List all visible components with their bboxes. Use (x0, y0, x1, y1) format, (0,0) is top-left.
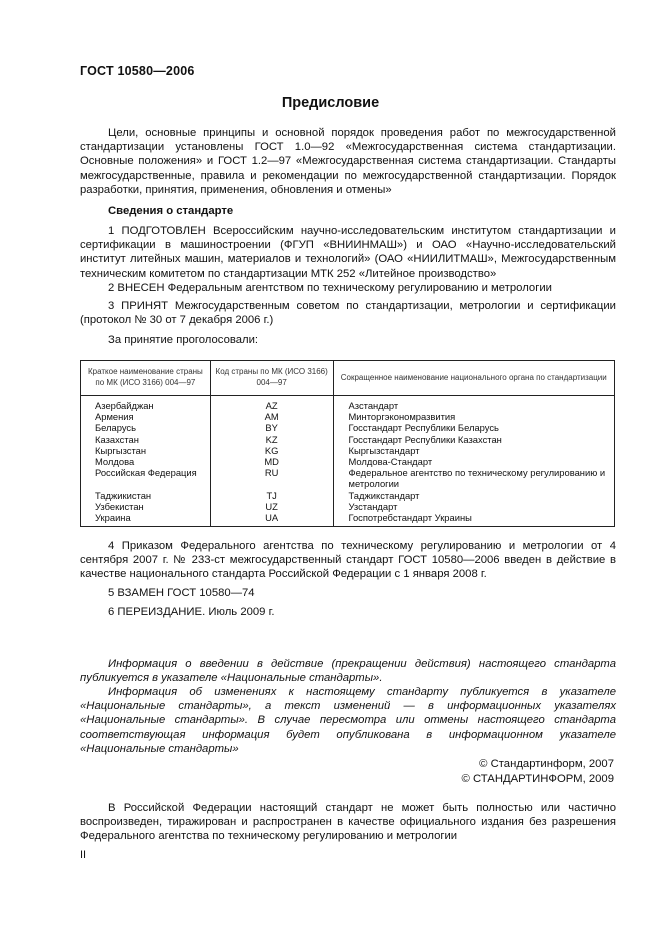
notice-introduction: Информация о введении в действие (прекращении действия) настоящего стандарта публикуется в указателе «Национальные стандарты». (80, 658, 616, 685)
item-1: 1 ПОДГОТОВЛЕН Всероссийским научно-исследовательским институтом стандартизации и сертификации в машиностроении (ФГУП «ВНИИНМАШ») и ОАО «Научно-исследовательский институт литейных машин, материалов и технологий» (ОАО «НИИЛИТМАШ», Межгосударственным техническим комитетом по стандартизации МТК 252 «Литейное производство» (80, 225, 616, 280)
table-row (81, 512, 615, 527)
table-header-country: Краткое наименование страны по МК (ИСО 3166) 004—97 (81, 361, 211, 396)
code-cell: RU (210, 467, 333, 489)
table-row (81, 490, 615, 501)
body-cell: Кыргызстандарт (333, 445, 615, 456)
country-cell: Российская Федерация (81, 467, 211, 489)
code-cell: KZ (210, 434, 333, 445)
body-cell: Госпотребстандарт Украины (333, 512, 615, 527)
code-cell: AM (210, 411, 333, 422)
page-title: Предисловие (281, 95, 380, 111)
item-6: 6 ПЕРЕИЗДАНИЕ. Июль 2009 г. (108, 606, 275, 618)
intro-paragraph: Цели, основные принципы и основной порядок проведения работ по межгосударственной стандартизации установлены ГОСТ 1.0—92 «Межгосударственная система стандартизации. Основные положения» и ГОСТ 1.2—97 «Межгосударственная система стандартизации. Стандарты межгосударственные, правила и рекомендации по межгосударственной стандартизации. Порядок разработки, принятия, применения, обновления и отмены» (80, 127, 616, 196)
page-number: II (80, 849, 87, 861)
body-cell: Минторгэкономразвития (333, 411, 615, 422)
code-cell: BY (210, 422, 333, 433)
country-cell: Азербайджан (81, 396, 211, 412)
country-cell: Армения (81, 411, 211, 422)
code-cell: TJ (210, 490, 333, 501)
body-cell: Госстандарт Республики Беларусь (333, 422, 615, 433)
code-cell: AZ (210, 396, 333, 412)
body-cell: Федеральное агентство по техническому регулированию и метрологии (333, 467, 615, 489)
country-cell: Кыргызстан (81, 445, 211, 456)
code-cell: UA (210, 512, 333, 527)
body-cell: Узстандарт (333, 501, 615, 512)
body-cell: Госстандарт Республики Казахстан (333, 434, 615, 445)
item-3: 3 ПРИНЯТ Межгосударственным советом по стандартизации, метрологии и сертификации (протокол № 30 от 7 декабря 2006 г.) (80, 300, 616, 327)
info-heading: Сведения о стандарте (108, 205, 234, 217)
table-row (81, 501, 615, 512)
table-header-body: Сокращенное наименование национального органа по стандартизации (333, 361, 615, 396)
table-row (81, 411, 615, 422)
table-header-row (81, 361, 615, 396)
table-header-code: Код страны по МК (ИСО 3166) 004—97 (210, 361, 333, 396)
item-2: 2 ВНЕСЕН Федеральным агентством по техническому регулированию и метрологии (108, 282, 552, 294)
table-row (81, 467, 615, 489)
document-header: ГОСТ 10580—2006 (80, 64, 195, 78)
table-row (81, 434, 615, 445)
table-row (81, 456, 615, 467)
voting-table (80, 360, 615, 527)
item-5: 5 ВЗАМЕН ГОСТ 10580—74 (108, 587, 255, 599)
notice-changes: Информация об изменениях к настоящему стандарту публикуется в указателе «Национальные стандарты», а текст изменений — в информационных указателях «Национальные стандарты». В случае пересмотра или отмены настоящего стандарта соответствующая информация будет опубликована в информационном указателе «Национальные стандарты» (80, 686, 616, 755)
country-cell: Беларусь (81, 422, 211, 433)
country-cell: Казахстан (81, 434, 211, 445)
voted-label: За принятие проголосовали: (108, 334, 259, 346)
body-cell: Азстандарт (333, 396, 615, 412)
item-4: 4 Приказом Федерального агентства по техническому регулированию и метрологии от 4 сентября 2007 г. № 233-ст межгосударственный стандарт ГОСТ 10580—2006 введен в действие в качестве национального стандарта Российской Федерации с 1 января 2008 г. (80, 540, 616, 581)
country-cell: Узбекистан (81, 501, 211, 512)
table-row (81, 445, 615, 456)
copyright-block (462, 757, 614, 786)
country-cell: Таджикистан (81, 490, 211, 501)
code-cell: KG (210, 445, 333, 456)
country-cell: Молдова (81, 456, 211, 467)
code-cell: UZ (210, 501, 333, 512)
copyright-2007: © Стандартинформ, 2007 (479, 758, 614, 770)
table-row (81, 396, 615, 412)
body-cell: Таджикстандарт (333, 490, 615, 501)
table-row (81, 422, 615, 433)
copyright-2009: © СТАНДАРТИНФОРМ, 2009 (461, 772, 614, 785)
code-cell: MD (210, 456, 333, 467)
body-cell: Молдова-Стандарт (333, 456, 615, 467)
legal-notice: В Российской Федерации настоящий стандарт не может быть полностью или частично воспроизведен, тиражирован и распространен в качестве официального издания без разрешения Федерального агентства по техническому регулированию и метрологии (80, 802, 616, 843)
country-cell: Украина (81, 512, 211, 527)
